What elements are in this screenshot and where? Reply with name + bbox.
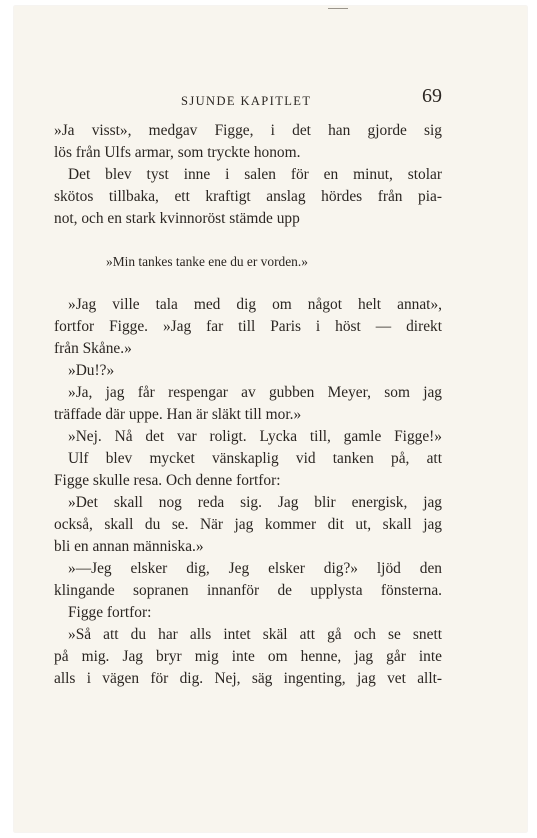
text-line: Figge skulle resa. Och denne fortfor: — [54, 472, 281, 489]
text-line: fortfor Figge. »Jag far till Paris i höst — direkt — [54, 318, 442, 335]
text-line: från Skåne.» — [54, 340, 132, 357]
text-line: träffade där uppe. Han är släkt till mor.» — [54, 406, 302, 423]
text-line: »—Jeg elsker dig, Jeg elsker dig?» ljöd den — [68, 560, 442, 577]
text-line: »Så att du har alls intet skäl att gå och se snett — [68, 626, 442, 643]
text-line: not, och en stark kvinnoröst stämde upp — [54, 210, 300, 227]
running-header: SJUNDE KAPITLET — [181, 94, 312, 108]
text-line: klingande sopranen innanför de upplysta fönsterna. — [54, 582, 442, 599]
book-page — [14, 6, 527, 832]
text-line: skötos tillbaka, ett kraftigt anslag hördes från pia- — [54, 188, 442, 205]
page-number: 69 — [422, 85, 442, 107]
text-line: bli en annan människa.» — [54, 538, 204, 555]
verse-line: »Min tankes tanke ene du er vorden.» — [106, 254, 308, 269]
text-line: lös från Ulfs armar, som tryckte honom. — [54, 144, 301, 161]
text-line: alls i vägen för dig. Nej, säg ingenting, jag vet allt- — [54, 670, 442, 687]
text-line: »Ja visst», medgav Figge, i det han gjorde sig — [54, 122, 442, 139]
text-line: »Ja, jag får respengar av gubben Meyer, som jag — [68, 384, 442, 401]
text-line: Det blev tyst inne i salen för en minut, stolar — [68, 166, 442, 183]
text-line: »Det skall nog reda sig. Jag blir energisk, jag — [68, 494, 442, 511]
text-line: på mig. Jag bryr mig inte om henne, jag går inte — [54, 648, 442, 665]
text-line: »Nej. Nå det var roligt. Lycka till, gamle Figge!» — [68, 428, 442, 445]
text-line: också, skall du se. När jag kommer dit ut, skall jag — [54, 516, 442, 533]
top-edge-mark — [328, 8, 348, 9]
text-line: Figge fortfor: — [68, 604, 152, 621]
text-line: »Jag ville tala med dig om något helt annat», — [68, 296, 442, 313]
text-line: Ulf blev mycket vänskaplig vid tanken på, att — [68, 450, 442, 467]
text-line: »Du!?» — [68, 362, 115, 379]
